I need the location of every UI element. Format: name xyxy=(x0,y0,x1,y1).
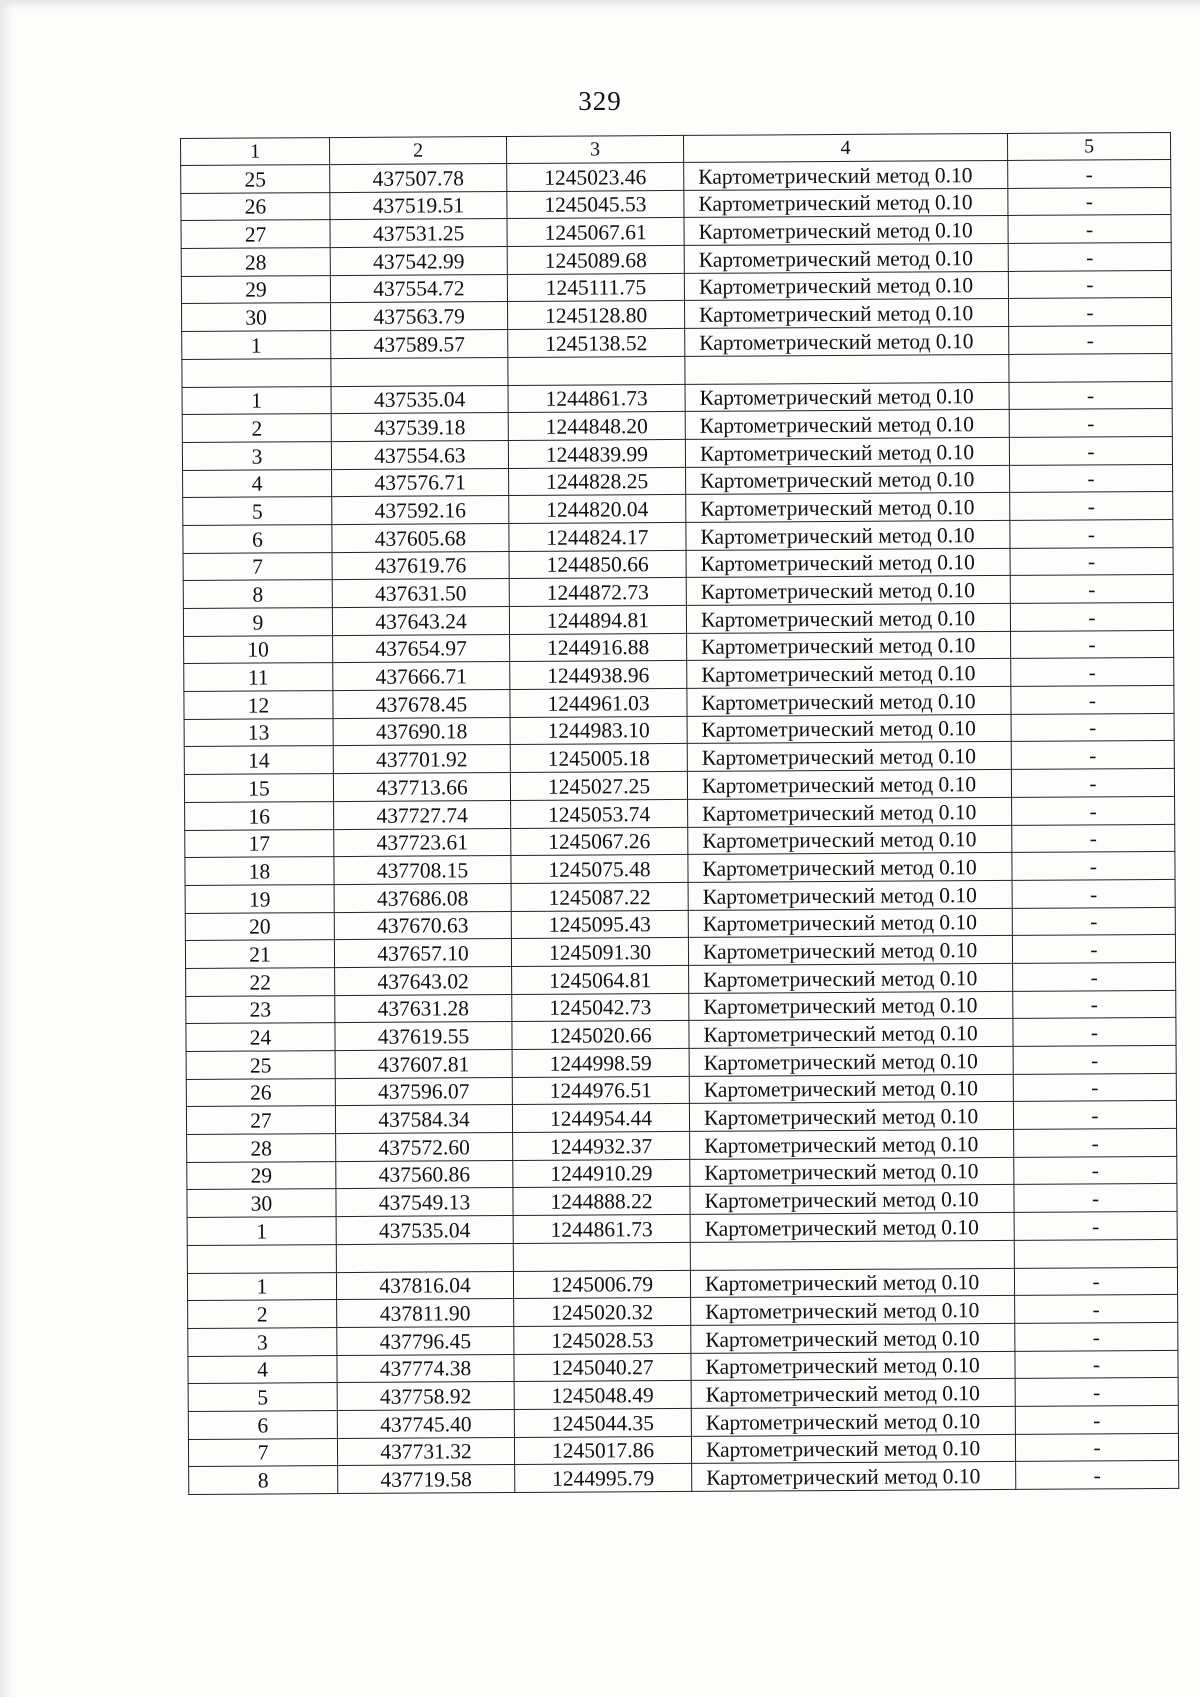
note-cell: - xyxy=(1009,409,1172,438)
x-coordinate-cell: 437643.24 xyxy=(332,606,509,635)
note-cell: - xyxy=(1009,381,1172,410)
method-accuracy-cell: Картометрический метод 0.10 xyxy=(687,714,1011,744)
y-coordinate-cell: 1244976.51 xyxy=(512,1076,689,1105)
point-number-cell: 4 xyxy=(183,469,332,498)
point-number-cell: 3 xyxy=(188,1327,337,1356)
point-number-cell: 29 xyxy=(187,1161,336,1190)
method-accuracy-cell: Картометрический метод 0.10 xyxy=(684,188,1008,218)
x-coordinate-cell: 437666.71 xyxy=(333,662,510,691)
x-coordinate-cell: 437816.04 xyxy=(336,1271,513,1300)
method-accuracy-cell: Картометрический метод 0.10 xyxy=(691,1379,1015,1409)
method-accuracy-cell: Картометрический метод 0.10 xyxy=(689,991,1013,1021)
y-coordinate-cell: 1245028.53 xyxy=(514,1325,691,1354)
note-cell: - xyxy=(1012,879,1175,908)
x-coordinate-cell: 437811.90 xyxy=(337,1299,514,1328)
page-number: 329 xyxy=(578,86,622,116)
x-coordinate-cell: 437796.45 xyxy=(337,1326,514,1355)
empty-cell xyxy=(182,358,331,387)
note-cell: - xyxy=(1014,1156,1177,1185)
point-number-cell: 28 xyxy=(187,1134,336,1163)
note-cell: - xyxy=(1013,1073,1176,1102)
x-coordinate-cell: 437745.40 xyxy=(337,1409,514,1438)
y-coordinate-cell: 1244954.44 xyxy=(512,1104,689,1133)
method-accuracy-cell: Картометрический метод 0.10 xyxy=(685,437,1009,467)
note-cell: - xyxy=(1015,1433,1178,1462)
note-cell: - xyxy=(1008,243,1171,272)
y-coordinate-cell: 1245020.32 xyxy=(514,1298,691,1327)
y-coordinate-cell: 1244983.10 xyxy=(510,716,687,745)
note-cell: - xyxy=(1014,1128,1177,1157)
y-coordinate-cell: 1245042.73 xyxy=(512,993,689,1022)
method-accuracy-cell: Картометрический метод 0.10 xyxy=(685,410,1009,440)
x-coordinate-cell: 437678.45 xyxy=(333,690,510,719)
x-coordinate-cell: 437554.72 xyxy=(330,274,507,303)
y-coordinate-cell: 1245067.26 xyxy=(511,827,688,856)
coordinates-table-body xyxy=(181,132,1179,1494)
x-coordinate-cell: 437572.60 xyxy=(336,1133,513,1162)
x-coordinate-cell: 437631.28 xyxy=(335,994,512,1023)
method-accuracy-cell: Картометрический метод 0.10 xyxy=(686,603,1010,633)
point-number-cell: 24 xyxy=(186,1023,335,1052)
note-cell: - xyxy=(1014,1267,1177,1296)
y-coordinate-cell: 1244888.22 xyxy=(513,1187,690,1216)
method-accuracy-cell: Картометрический метод 0.10 xyxy=(688,880,1012,910)
x-coordinate-cell: 437731.32 xyxy=(337,1437,514,1466)
empty-cell xyxy=(1014,1239,1177,1268)
method-accuracy-cell: Картометрический метод 0.10 xyxy=(686,493,1010,523)
method-accuracy-cell: Картометрический метод 0.10 xyxy=(689,1046,1013,1076)
y-coordinate-cell: 1245027.25 xyxy=(510,772,687,801)
y-coordinate-cell: 1245048.49 xyxy=(514,1381,691,1410)
note-cell: - xyxy=(1008,187,1171,216)
y-coordinate-cell: 1245005.18 xyxy=(510,744,687,773)
point-number-cell: 1 xyxy=(187,1217,336,1246)
note-cell: - xyxy=(1015,1350,1178,1379)
note-cell: - xyxy=(1013,1045,1176,1074)
x-coordinate-cell: 437643.02 xyxy=(335,966,512,995)
y-coordinate-cell: 1244932.37 xyxy=(513,1131,690,1160)
point-number-cell: 28 xyxy=(181,248,330,277)
empty-cell xyxy=(513,1242,690,1271)
point-number-cell: 25 xyxy=(181,165,330,194)
method-accuracy-cell: Картометрический метод 0.10 xyxy=(688,908,1012,938)
note-cell: - xyxy=(1011,630,1174,659)
note-cell: - xyxy=(1008,159,1171,188)
empty-cell xyxy=(685,354,1009,384)
point-number-cell: 27 xyxy=(181,220,330,249)
y-coordinate-cell: 1244850.66 xyxy=(509,550,686,579)
x-coordinate-cell: 437719.58 xyxy=(338,1465,515,1494)
method-accuracy-cell: Картометрический метод 0.10 xyxy=(685,299,1009,329)
method-accuracy-cell: Картометрический метод 0.10 xyxy=(688,797,1012,827)
point-number-cell: 29 xyxy=(181,275,330,304)
method-accuracy-cell: Картометрический метод 0.10 xyxy=(684,244,1008,274)
note-cell: - xyxy=(1013,1018,1176,1047)
x-coordinate-cell: 437563.79 xyxy=(331,302,508,331)
method-accuracy-cell: Картометрический метод 0.10 xyxy=(687,742,1011,772)
x-coordinate-cell: 437560.86 xyxy=(336,1160,513,1189)
note-cell: - xyxy=(1012,907,1175,936)
point-number-cell: 13 xyxy=(184,718,333,747)
y-coordinate-cell: 1245075.48 xyxy=(511,855,688,884)
method-accuracy-cell: Картометрический метод 0.10 xyxy=(690,1268,1014,1298)
method-accuracy-cell: Картометрический метод 0.10 xyxy=(685,382,1009,412)
y-coordinate-cell: 1245091.30 xyxy=(511,938,688,967)
point-number-cell: 1 xyxy=(182,386,331,415)
method-accuracy-cell: Картометрический метод 0.10 xyxy=(685,327,1009,357)
x-coordinate-cell: 437727.74 xyxy=(334,800,511,829)
x-coordinate-cell: 437507.78 xyxy=(330,164,507,193)
method-accuracy-cell: Картометрический метод 0.10 xyxy=(690,1185,1014,1215)
y-coordinate-cell: 1244839.99 xyxy=(508,439,685,468)
note-cell: - xyxy=(1014,1184,1177,1213)
note-cell: - xyxy=(1010,575,1173,604)
method-accuracy-cell: Картометрический метод 0.10 xyxy=(691,1296,1015,1326)
x-coordinate-cell: 437596.07 xyxy=(335,1077,512,1106)
method-accuracy-cell: Картометрический метод 0.10 xyxy=(686,465,1010,495)
point-number-cell: 25 xyxy=(186,1051,335,1080)
point-number-cell: 16 xyxy=(185,801,334,830)
y-coordinate-cell: 1244894.81 xyxy=(509,605,686,634)
method-accuracy-cell: Картометрический метод 0.10 xyxy=(688,825,1012,855)
point-number-cell: 26 xyxy=(186,1078,335,1107)
empty-cell xyxy=(336,1243,513,1272)
x-coordinate-cell: 437531.25 xyxy=(330,219,507,248)
y-coordinate-cell: 1244916.88 xyxy=(510,633,687,662)
point-number-cell: 14 xyxy=(184,746,333,775)
point-number-cell: 22 xyxy=(186,968,335,997)
column-header-4: 4 xyxy=(683,133,1007,162)
x-coordinate-cell: 437592.16 xyxy=(332,496,509,525)
point-number-cell: 1 xyxy=(187,1272,336,1301)
note-cell: - xyxy=(1015,1295,1178,1324)
x-coordinate-cell: 437584.34 xyxy=(335,1105,512,1134)
note-cell: - xyxy=(1010,519,1173,548)
y-coordinate-cell: 1245020.66 xyxy=(512,1021,689,1050)
method-accuracy-cell: Картометрический метод 0.10 xyxy=(689,1019,1013,1049)
method-accuracy-cell: Картометрический метод 0.10 xyxy=(691,1406,1015,1436)
x-coordinate-cell: 437690.18 xyxy=(333,717,510,746)
method-accuracy-cell: Картометрический метод 0.10 xyxy=(688,853,1012,883)
note-cell: - xyxy=(1015,1322,1178,1351)
point-number-cell: 27 xyxy=(186,1106,335,1135)
x-coordinate-cell: 437619.76 xyxy=(332,551,509,580)
column-header-5: 5 xyxy=(1007,132,1170,160)
method-accuracy-cell: Картометрический метод 0.10 xyxy=(684,271,1008,301)
x-coordinate-cell: 437670.63 xyxy=(334,911,511,940)
point-number-cell: 8 xyxy=(189,1466,338,1495)
note-cell: - xyxy=(1010,547,1173,576)
y-coordinate-cell: 1245095.43 xyxy=(511,910,688,939)
scan-top-shadow xyxy=(0,0,1200,10)
point-number-cell: 2 xyxy=(188,1300,337,1329)
x-coordinate-cell: 437713.66 xyxy=(333,773,510,802)
y-coordinate-cell: 1244910.29 xyxy=(513,1159,690,1188)
empty-cell xyxy=(187,1244,336,1273)
point-number-cell: 19 xyxy=(185,884,334,913)
method-accuracy-cell: Картометрический метод 0.10 xyxy=(684,160,1008,190)
point-number-cell: 9 xyxy=(183,608,332,637)
method-accuracy-cell: Картометрический метод 0.10 xyxy=(687,631,1011,661)
x-coordinate-cell: 437607.81 xyxy=(335,1049,512,1078)
method-accuracy-cell: Картометрический метод 0.10 xyxy=(690,1129,1014,1159)
y-coordinate-cell: 1244998.59 xyxy=(512,1048,689,1077)
x-coordinate-cell: 437542.99 xyxy=(330,247,507,276)
table-row xyxy=(189,1461,1179,1495)
y-coordinate-cell: 1245023.46 xyxy=(507,162,684,191)
y-coordinate-cell: 1244824.17 xyxy=(509,522,686,551)
x-coordinate-cell: 437686.08 xyxy=(334,883,511,912)
note-cell: - xyxy=(1010,464,1173,493)
x-coordinate-cell: 437549.13 xyxy=(336,1188,513,1217)
y-coordinate-cell: 1244872.73 xyxy=(509,578,686,607)
x-coordinate-cell: 437554.63 xyxy=(331,440,508,469)
point-number-cell: 6 xyxy=(188,1411,337,1440)
x-coordinate-cell: 437619.55 xyxy=(335,1022,512,1051)
y-coordinate-cell: 1245111.75 xyxy=(507,273,684,302)
point-number-cell: 26 xyxy=(181,192,330,221)
note-cell: - xyxy=(1011,658,1174,687)
y-coordinate-cell: 1245138.52 xyxy=(508,329,685,358)
x-coordinate-cell: 437605.68 xyxy=(332,523,509,552)
point-number-cell: 7 xyxy=(183,552,332,581)
method-accuracy-cell: Картометрический метод 0.10 xyxy=(687,659,1011,689)
point-number-cell: 17 xyxy=(185,829,334,858)
x-coordinate-cell: 437723.61 xyxy=(334,828,511,857)
column-header-2: 2 xyxy=(330,137,507,165)
method-accuracy-cell: Картометрический метод 0.10 xyxy=(687,770,1011,800)
method-accuracy-cell: Картометрический метод 0.10 xyxy=(691,1434,1015,1464)
point-number-cell: 10 xyxy=(184,635,333,664)
column-header-1: 1 xyxy=(181,138,330,166)
y-coordinate-cell: 1245089.68 xyxy=(507,245,684,274)
method-accuracy-cell: Картометрический метод 0.10 xyxy=(690,1213,1014,1243)
x-coordinate-cell: 437539.18 xyxy=(331,413,508,442)
note-cell: - xyxy=(1012,824,1175,853)
note-cell: - xyxy=(1009,436,1172,465)
point-number-cell: 6 xyxy=(183,525,332,554)
note-cell: - xyxy=(1008,215,1171,244)
note-cell: - xyxy=(1012,935,1175,964)
y-coordinate-cell: 1245006.79 xyxy=(513,1270,690,1299)
point-number-cell: 4 xyxy=(188,1355,337,1384)
note-cell: - xyxy=(1011,686,1174,715)
y-coordinate-cell: 1244861.73 xyxy=(508,384,685,413)
method-accuracy-cell: Картометрический метод 0.10 xyxy=(689,1074,1013,1104)
point-number-cell: 3 xyxy=(182,441,331,470)
method-accuracy-cell: Картометрический метод 0.10 xyxy=(690,1157,1014,1187)
y-coordinate-cell: 1244938.96 xyxy=(510,661,687,690)
method-accuracy-cell: Картометрический метод 0.10 xyxy=(686,520,1010,550)
y-coordinate-cell: 1244820.04 xyxy=(509,495,686,524)
y-coordinate-cell: 1244828.25 xyxy=(509,467,686,496)
y-coordinate-cell: 1245045.53 xyxy=(507,190,684,219)
x-coordinate-cell: 437519.51 xyxy=(330,191,507,220)
note-cell: - xyxy=(1008,270,1171,299)
note-cell: - xyxy=(1016,1461,1179,1490)
empty-cell xyxy=(690,1240,1014,1270)
note-cell: - xyxy=(1013,990,1176,1019)
x-coordinate-cell: 437535.04 xyxy=(331,385,508,414)
y-coordinate-cell: 1245067.61 xyxy=(507,218,684,247)
empty-cell xyxy=(331,357,508,386)
note-cell: - xyxy=(1012,796,1175,825)
point-number-cell: 5 xyxy=(183,497,332,526)
method-accuracy-cell: Картометрический метод 0.10 xyxy=(686,576,1010,606)
x-coordinate-cell: 437701.92 xyxy=(333,745,510,774)
y-coordinate-cell: 1244861.73 xyxy=(513,1215,690,1244)
x-coordinate-cell: 437654.97 xyxy=(333,634,510,663)
x-coordinate-cell: 437631.50 xyxy=(332,579,509,608)
note-cell: - xyxy=(1011,769,1174,798)
column-header-3: 3 xyxy=(506,135,683,163)
y-coordinate-cell: 1245040.27 xyxy=(514,1353,691,1382)
note-cell: - xyxy=(1015,1378,1178,1407)
y-coordinate-cell: 1244961.03 xyxy=(510,688,687,717)
point-number-cell: 8 xyxy=(183,580,332,609)
point-number-cell: 23 xyxy=(186,995,335,1024)
note-cell: - xyxy=(1013,1101,1176,1130)
note-cell: - xyxy=(1014,1212,1177,1241)
point-number-cell: 30 xyxy=(182,303,331,332)
point-number-cell: 30 xyxy=(187,1189,336,1218)
x-coordinate-cell: 437535.04 xyxy=(336,1216,513,1245)
point-number-cell: 2 xyxy=(182,414,331,443)
point-number-cell: 1 xyxy=(182,331,331,360)
note-cell: - xyxy=(1015,1405,1178,1434)
method-accuracy-cell: Картометрический метод 0.10 xyxy=(689,963,1013,993)
point-number-cell: 11 xyxy=(184,663,333,692)
y-coordinate-cell: 1245053.74 xyxy=(511,799,688,828)
note-cell: - xyxy=(1013,962,1176,991)
point-number-cell: 5 xyxy=(188,1383,337,1412)
method-accuracy-cell: Картометрический метод 0.10 xyxy=(691,1351,1015,1381)
method-accuracy-cell: Картометрический метод 0.10 xyxy=(684,216,1008,246)
x-coordinate-cell: 437708.15 xyxy=(334,856,511,885)
point-number-cell: 12 xyxy=(184,691,333,720)
point-number-cell: 15 xyxy=(184,774,333,803)
note-cell: - xyxy=(1010,492,1173,521)
note-cell: - xyxy=(1010,602,1173,631)
note-cell: - xyxy=(1011,713,1174,742)
y-coordinate-cell: 1245128.80 xyxy=(508,301,685,330)
point-number-cell: 20 xyxy=(185,912,334,941)
y-coordinate-cell: 1245017.86 xyxy=(514,1436,691,1465)
scan-edge-shadow xyxy=(0,0,14,1697)
y-coordinate-cell: 1245044.35 xyxy=(514,1408,691,1437)
note-cell: - xyxy=(1008,298,1171,327)
note-cell: - xyxy=(1012,852,1175,881)
x-coordinate-cell: 437657.10 xyxy=(334,939,511,968)
method-accuracy-cell: Картометрический метод 0.10 xyxy=(692,1462,1016,1492)
y-coordinate-cell: 1244848.20 xyxy=(508,412,685,441)
point-number-cell: 18 xyxy=(185,857,334,886)
x-coordinate-cell: 437589.57 xyxy=(331,330,508,359)
x-coordinate-cell: 437774.38 xyxy=(337,1354,514,1383)
note-cell: - xyxy=(1009,326,1172,355)
empty-cell xyxy=(1009,353,1172,382)
point-number-cell: 21 xyxy=(185,940,334,969)
y-coordinate-cell: 1244995.79 xyxy=(515,1464,692,1493)
coordinates-table xyxy=(180,132,1179,1495)
point-number-cell: 7 xyxy=(188,1438,337,1467)
note-cell: - xyxy=(1011,741,1174,770)
method-accuracy-cell: Картометрический метод 0.10 xyxy=(689,1102,1013,1132)
x-coordinate-cell: 437758.92 xyxy=(337,1382,514,1411)
method-accuracy-cell: Картометрический метод 0.10 xyxy=(686,548,1010,578)
y-coordinate-cell: 1245087.22 xyxy=(511,882,688,911)
empty-cell xyxy=(508,356,685,385)
method-accuracy-cell: Картометрический метод 0.10 xyxy=(687,686,1011,716)
x-coordinate-cell: 437576.71 xyxy=(332,468,509,497)
y-coordinate-cell: 1245064.81 xyxy=(512,965,689,994)
method-accuracy-cell: Картометрический метод 0.10 xyxy=(688,936,1012,966)
method-accuracy-cell: Картометрический метод 0.10 xyxy=(691,1323,1015,1353)
